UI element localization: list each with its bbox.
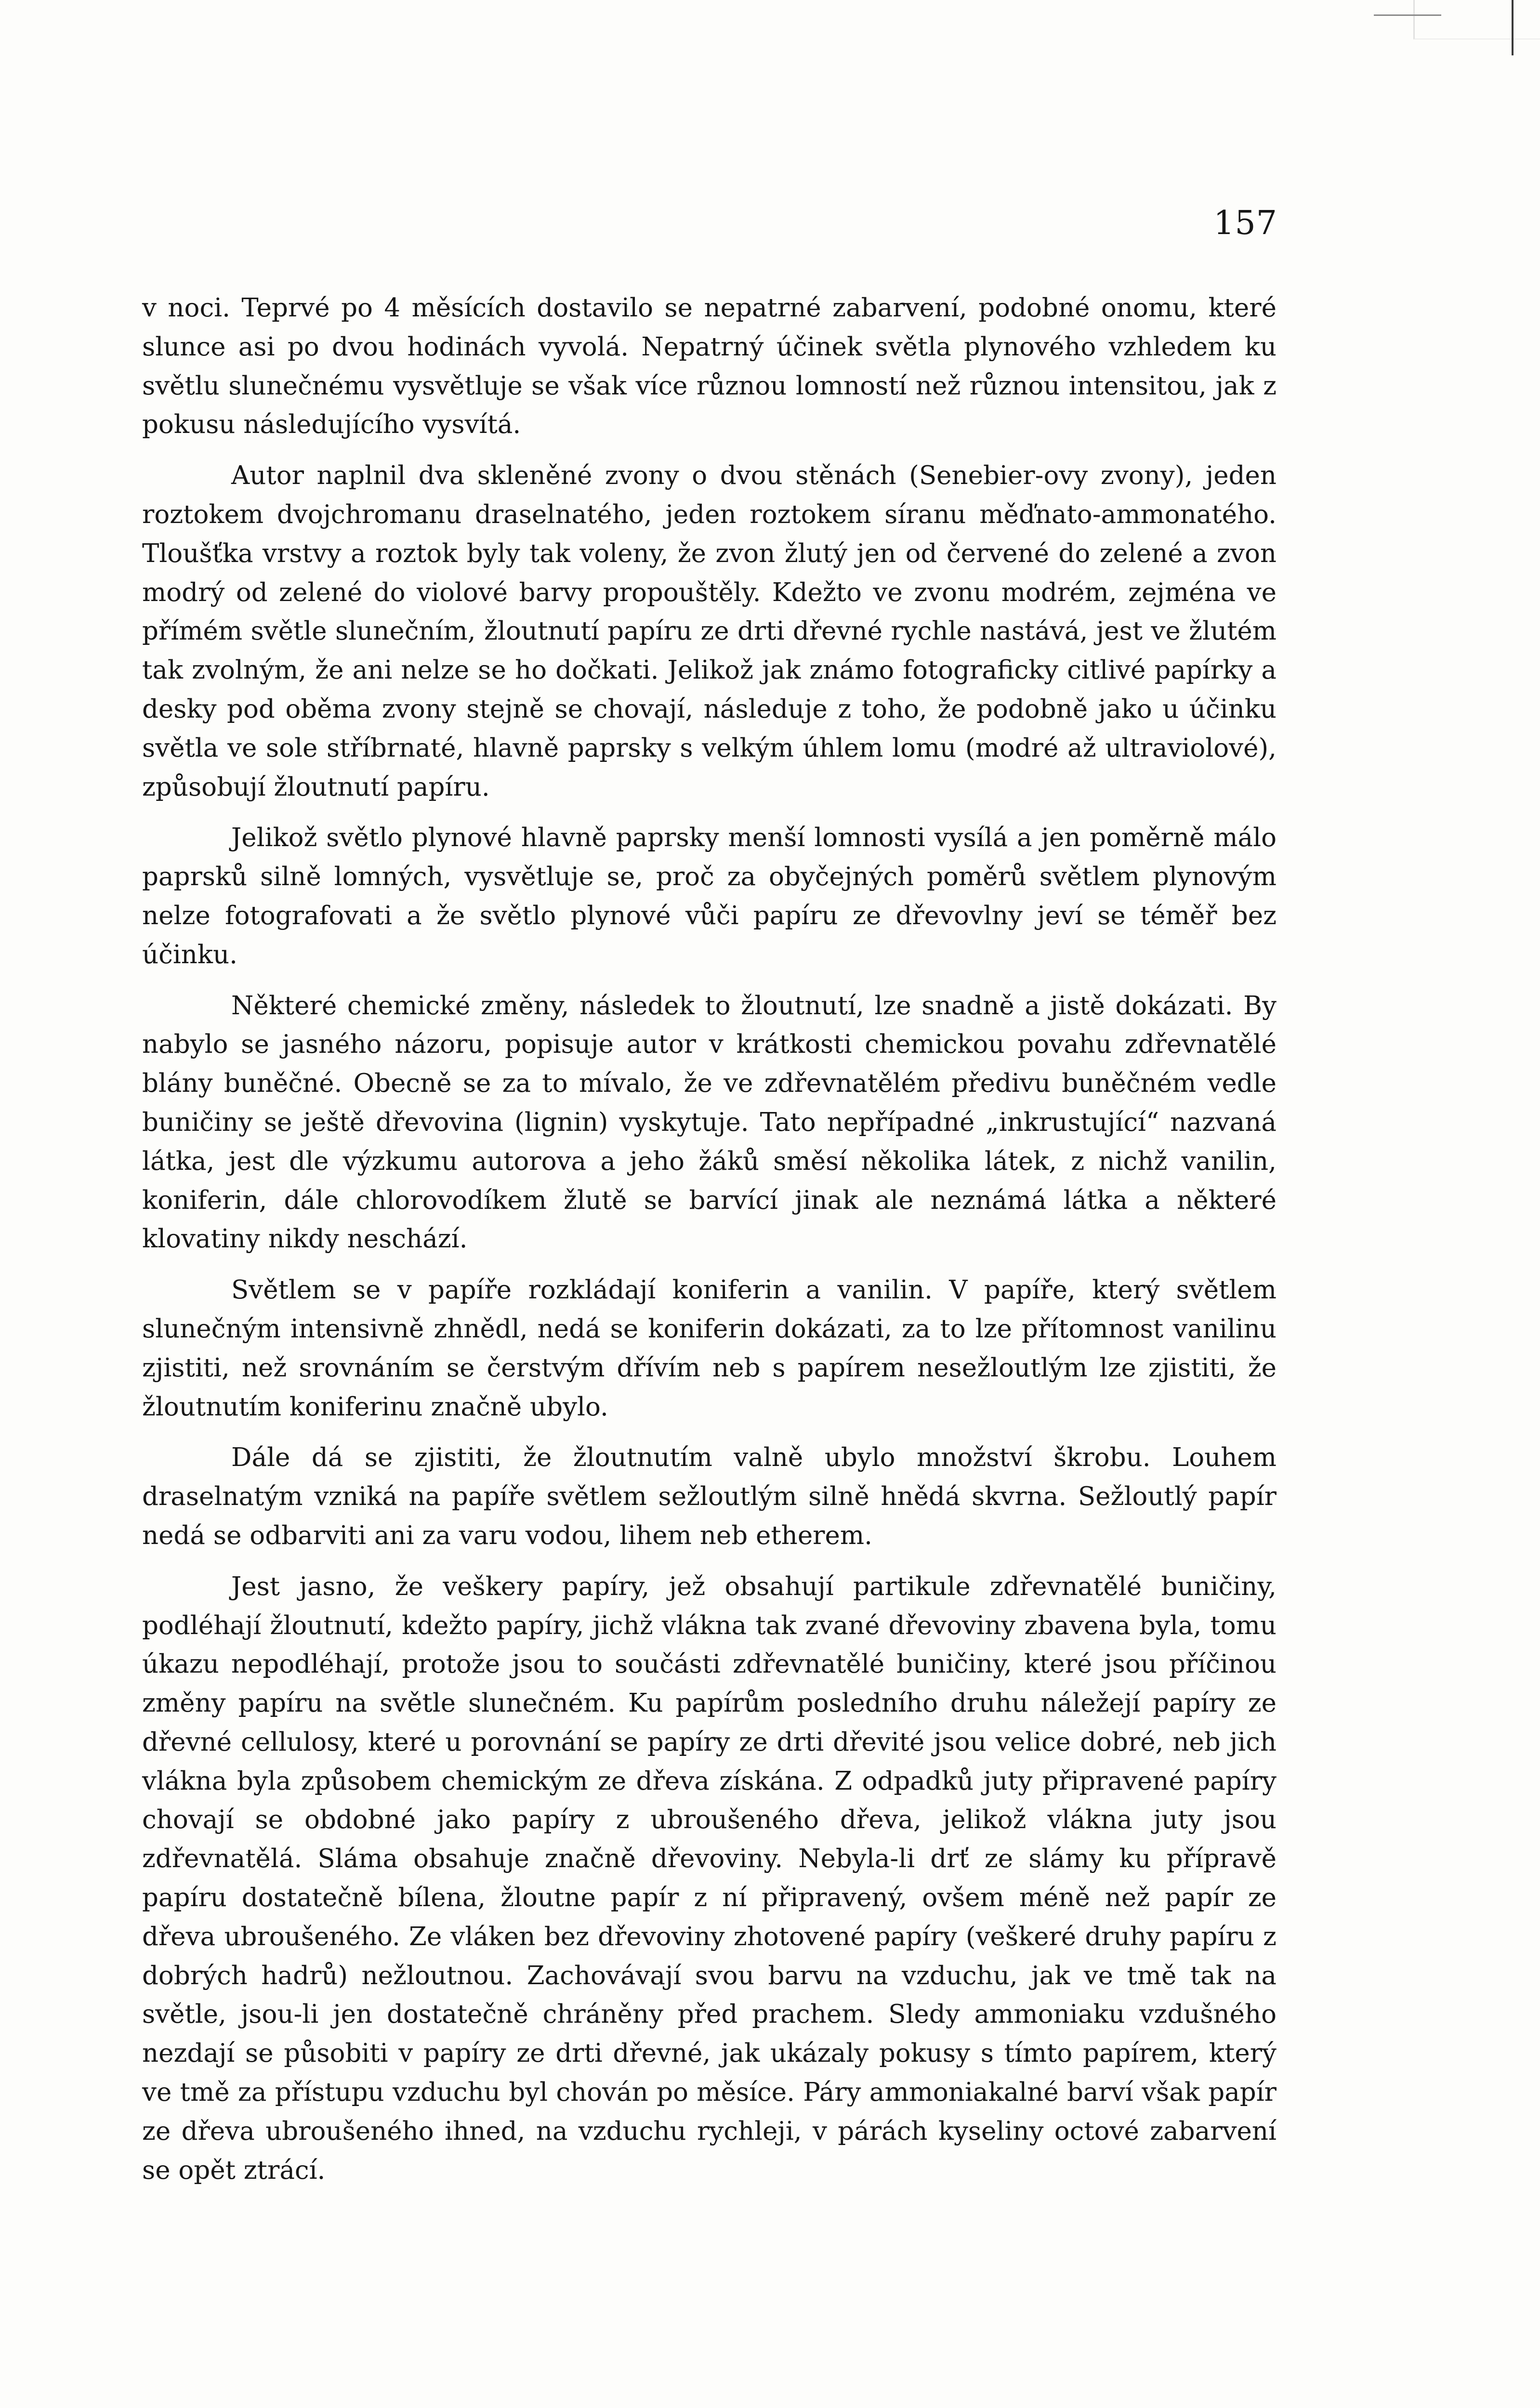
paragraph: Dále dá se zjistiti, že žloutnutím valně ubylo množství škrobu. Louhem draselnatým vzniká na papíře světlem sežloutlým silně hnědá skvrna. Sežloutlý papír nedá se odbarviti ani za varu vodou, lihem neb etherem. — [142, 1443, 1277, 1550]
paragraph: Některé chemické změny, následek to žloutnutí, lze snadně a jistě dokázati. By nabylo se jasného názoru, popisuje autor v krátkosti chemickou povahu zdřevnatělé blány buněčné. Obecně se za to mívalo, že ve zdřevnatělém předivu buněčném vedle buničiny se ještě dřevovina (lignin) vyskytuje. Tato nepřípadné „inkrustující“ nazvaná látka, jest dle výzkumu autorova a jeho žáků směsí několika látek, z nichž vanilin, koniferin, dále chlorovodíkem žlutě se barvící jinak ale neznámá látka a některé klovatiny nikdy neschází. — [142, 991, 1277, 1254]
paragraph: Autor naplnil dva skleněné zvony o dvou stěnách (Senebier-ovy zvony), jeden roztokem dvojchromanu draselnatého, jeden roztokem síranu měďnato-ammonatého. Tloušťka vrstvy a roztok byly tak voleny, že zvon žlutý jen od červené do zelené a zvon modrý od zelené do violové barvy propouštěly. Kdežto ve zvonu modrém, zejména ve přímém světle slunečním, žloutnutí papíru ze drti dřevné rychle nastává, jest ve žlutém tak zvolným, že ani nelze se ho dočkati. Jelikož jak známo fotograficky citlivé papírky a desky pod oběma zvony stejně se chovají, následuje z toho, že podobně jako u účinku světla ve sole stříbrnaté, hlavně paprsky s velkým úhlem lomu (modré až ultraviolové), způsobují žloutnutí papíru. — [142, 461, 1277, 802]
paragraph: Jelikož světlo plynové hlavně paprsky menší lomnosti vysílá a jen poměrně málo paprsků silně lomných, vysvětluje se, proč za obyčejných poměrů světlem plynovým nelze fotografovati a že světlo plynové vůči papíru ze dřevovlny jeví se téměř bez účinku. — [142, 823, 1277, 969]
paragraph: Světlem se v papíře rozkládají koniferin a vanilin. V papíře, který světlem slunečným intensivně zhnědl, nedá se koniferin dokázati, za to lze přítomnost vanilinu zjistiti, než srovnáním se čerstvým dřívím neb s papírem nesežloutlým lze zjistiti, že žloutnutím koniferinu značně ubylo. — [142, 1275, 1277, 1422]
paragraph: v noci. Teprvé po 4 měsících dostavilo se nepatrné zabarvení, podobné onomu, které slunce asi po dvou hodinách vyvolá. Nepatrný účinek světla plynového vzhledem ku světlu slunečnému vysvětluje se však více různou lomností než různou intensitou, jak z pokusu následujícího vysvítá. — [142, 293, 1277, 440]
body-text — [142, 289, 1277, 2202]
scan-edge-line — [1374, 14, 1441, 16]
scan-edge-mark — [1413, 0, 1540, 39]
page-number: 157 — [1213, 204, 1277, 242]
scan-edge-line — [1512, 0, 1514, 55]
paragraph: Jest jasno, že veškery papíry, jež obsahují partikule zdřevnatělé buničiny, podléhají žloutnutí, kdežto papíry, jichž vlákna tak zvané dřevoviny zbavena byla, tomu úkazu nepodléhají, protože jsou to součásti zdřevnatělé buničiny, které jsou příčinou změny papíru na světle slunečném. Ku papírům posledního druhu náležejí papíry ze dřevné cellulosy, které u porovnání se papíry ze drti dřevité jsou velice dobré, neb jich vlákna byla způsobem chemickým ze dřeva získána. Z odpadků juty připravené papíry chovají se obdobné jako papíry z ubroušeného dřeva, jelikož vlákna juty jsou zdřevnatělá. Sláma obsahuje značně dřevoviny. Nebyla-li drť ze slámy ku přípravě papíru dostatečně bílena, žloutne papír z ní připravený, ovšem méně než papír ze dřeva ubroušeného. Ze vláken bez dřevoviny zhotovené papíry (veškeré druhy papíru z dobrých hadrů) nežloutnou. Zachovávají svou barvu na vzduchu, jak ve tmě tak na světle, jsou-li jen dostatečně chráněny před prachem. Sledy ammoniaku vzdušného nezdají se působiti v papíry ze drti dřevné, jak ukázaly pokusy s tímto papírem, který ve tmě za přístupu vzduchu byl chován po měsíce. Páry ammoniakalné barví však papír ze dřeva ubroušeného ihned, na vzduchu rychleji, v párách kyseliny octové zabarvení se opět ztrácí. — [142, 1571, 1277, 2185]
